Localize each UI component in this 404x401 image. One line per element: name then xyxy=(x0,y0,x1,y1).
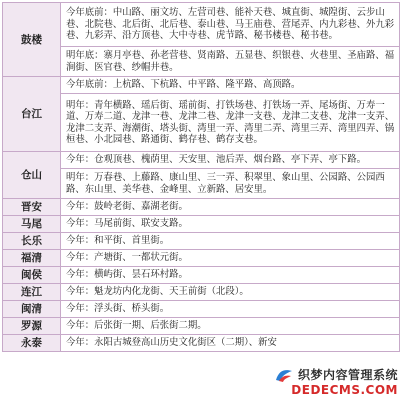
district-label: 仓山 xyxy=(3,152,61,199)
entry-cell: 今年：永阳古城登高山历史文化街区（二期）、新安 xyxy=(61,335,400,352)
entry-cell: 今年：浮头街、桥头街。 xyxy=(61,301,400,318)
entry-cell: 今年：马尾前街、联安支路。 xyxy=(61,216,400,233)
table-row xyxy=(3,267,400,284)
district-label: 罗源 xyxy=(3,318,61,335)
entry-cell: 今年：和平街、首里街。 xyxy=(61,233,400,250)
entry-cell: 今年：后张街一期、后张街二期。 xyxy=(61,318,400,335)
dedecms-logo-icon xyxy=(274,367,294,383)
entry-cell: 明年：青年横路、瑶后街、瑶前街、打铁场巷、打铁场一弄、尾场街、万寿一道、万寿二道、龙津一巷、龙津二巷、龙津一支巷、龙津二支巷、龙津一支弄、龙津二支弄、海潮街、塔头街、湾里一弄、湾里二弄、湾里三弄、湾里四弄、锅桓巷、小北园巷、路通街、鹤存巷、鹤存支巷。 xyxy=(61,94,400,152)
district-label: 福清 xyxy=(3,250,61,267)
table-row xyxy=(3,284,400,301)
district-label: 鼓楼 xyxy=(3,3,61,77)
district-label: 马尾 xyxy=(3,216,61,233)
watermark-line2: DEDECMS.COM xyxy=(291,383,398,397)
table-row xyxy=(3,169,400,199)
table-row xyxy=(3,152,400,169)
watermark-line1: 织梦内容管理系统 xyxy=(297,368,398,382)
entry-cell: 明年底：寨月亭巷、孙老营巷、贤南路、五显巷、织银巷、火巷里、圣庙路、福涧街、医官巷、纱帽井巷。 xyxy=(61,47,400,77)
entry-cell: 今年：鼓岭老街、嘉湖老街。 xyxy=(61,199,400,216)
entry-cell: 今年：产塘街、一都状元街。 xyxy=(61,250,400,267)
table-row xyxy=(3,250,400,267)
watermark-brand xyxy=(274,366,398,383)
district-label: 连江 xyxy=(3,284,61,301)
district-label: 晋安 xyxy=(3,199,61,216)
district-label: 闽侯 xyxy=(3,267,61,284)
district-label: 闽清 xyxy=(3,301,61,318)
street-list-table xyxy=(2,2,400,352)
table-row xyxy=(3,233,400,250)
table-row xyxy=(3,216,400,233)
entry-cell: 明年：万春巷、上藤路、康山里、三一弄、积翠里、象山里、公园路、公园西路、东山里、美华巷、金峰里、立新路、居安里。 xyxy=(61,169,400,199)
entry-cell: 今年：横屿街、昙石环村路。 xyxy=(61,267,400,284)
table-row xyxy=(3,77,400,94)
table-row xyxy=(3,199,400,216)
district-label: 台江 xyxy=(3,77,61,152)
table-row xyxy=(3,47,400,77)
entry-cell: 今年底前：上杭路、下杭路、中平路、隆平路、高顶路。 xyxy=(61,77,400,94)
watermark xyxy=(274,366,398,397)
table-row xyxy=(3,94,400,152)
entry-cell: 今年底前：中山路、丽文坊、左营司巷、能补天巷、城直街、城隍街、云步山巷、北院巷、北后街、北后巷、泰山巷、马王庙巷、营尾弄、内九彩巷、外九彩巷、九彩弄、沿方顶巷、大中寺巷、虎节路、秘书楼巷、秘书巷。 xyxy=(61,3,400,47)
district-label: 长乐 xyxy=(3,233,61,250)
district-label: 永泰 xyxy=(3,335,61,352)
table-row xyxy=(3,3,400,47)
table-row xyxy=(3,301,400,318)
table-row xyxy=(3,318,400,335)
entry-cell: 今年：魁龙坊内化龙街、天王前街（北段）。 xyxy=(61,284,400,301)
table-row xyxy=(3,335,400,352)
entry-cell: 今年：仓观顶巷、槐荫里、天安里、池后弄、烟台路、亭下弄、亭下路。 xyxy=(61,152,400,169)
